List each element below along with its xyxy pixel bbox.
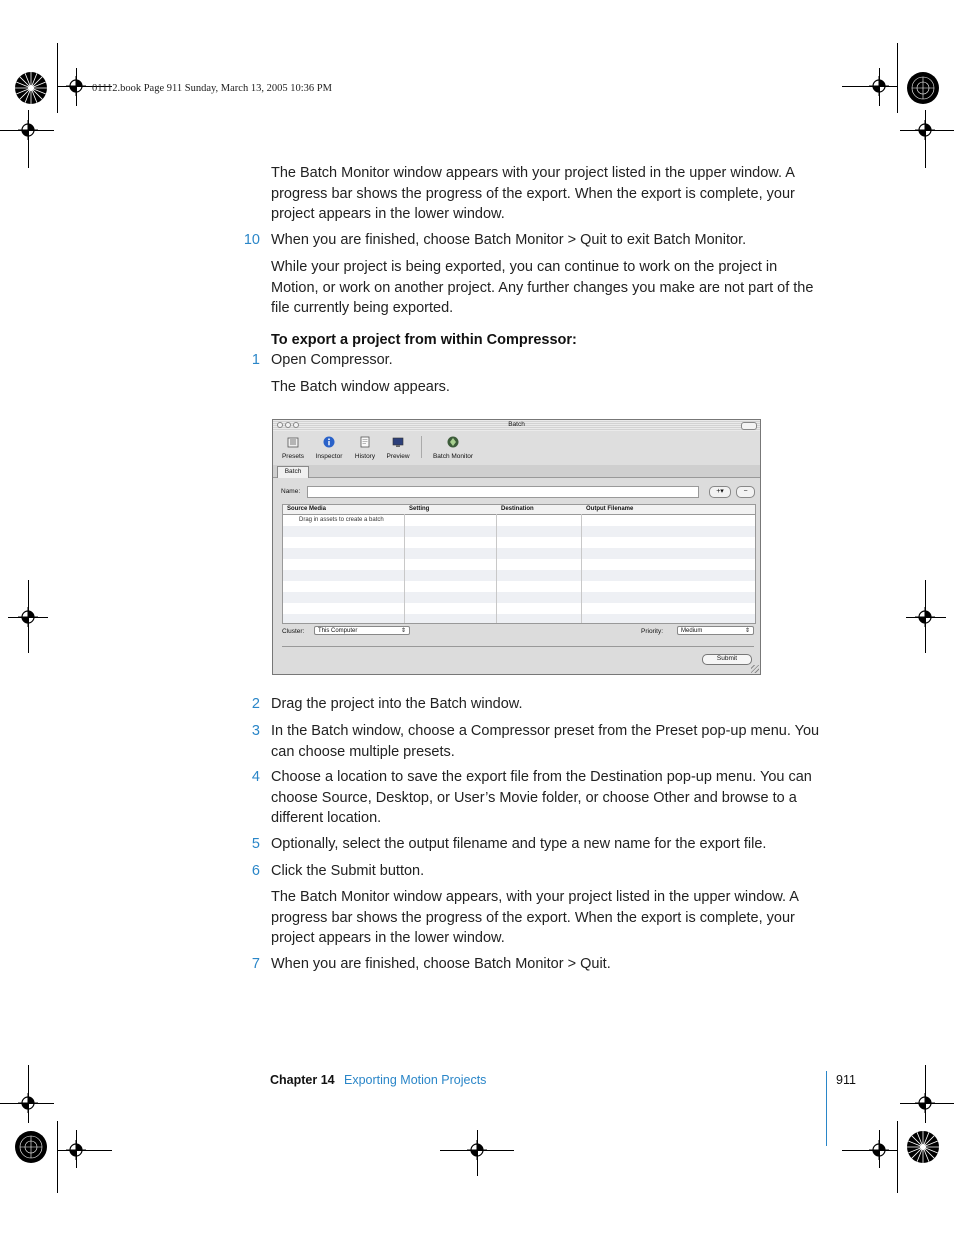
registration-mark-icon — [869, 1140, 889, 1160]
star-target-icon — [14, 71, 48, 105]
batch-table[interactable] — [282, 504, 756, 624]
toolbar — [273, 431, 760, 466]
table-row — [283, 526, 755, 537]
history-icon — [359, 436, 371, 448]
step-text: Optionally, select the output filename and type a new name for the export file. — [271, 836, 767, 852]
priority-label: Priority: — [641, 628, 664, 635]
table-header — [283, 505, 755, 515]
step-text: Click the Submit button. — [271, 863, 425, 879]
name-input[interactable] — [307, 486, 699, 498]
toolbar-batch-monitor-button[interactable]: Batch Monitor — [427, 436, 479, 460]
registration-mark-icon — [66, 1140, 86, 1160]
page-number: 911 — [836, 1073, 856, 1087]
toolbar-presets-button[interactable]: Presets — [280, 436, 306, 460]
footer-chapter-title: Exporting Motion Projects — [344, 1073, 487, 1087]
step-text: When you are finished, choose Batch Monitor > Quit. — [271, 956, 611, 972]
registration-mark-icon — [18, 607, 38, 627]
print-header: 01112.book Page 911 Sunday, March 13, 2005 10:36 PM — [92, 83, 332, 94]
step-result: The Batch window appears. — [271, 379, 450, 395]
step-number: 10 — [243, 232, 260, 248]
preview-icon — [392, 436, 404, 448]
batch-window-screenshot — [272, 419, 761, 675]
divider — [282, 646, 754, 647]
toolbar-toggle-icon[interactable] — [741, 422, 757, 430]
column-divider — [404, 514, 405, 623]
column-header[interactable]: Destination — [501, 506, 534, 512]
step-number: 7 — [251, 956, 260, 972]
paragraph-continue-working: While your project is being exported, you can continue to work on the project in Motion, or work on another project. Any further changes you make are not part of the file currently being exported. — [271, 259, 814, 316]
popup-arrows-icon: ⇕ — [400, 628, 406, 634]
window-title: Batch — [508, 421, 525, 428]
column-header[interactable]: Source Media — [287, 506, 327, 512]
registration-mark-icon — [18, 120, 38, 140]
step-text: When you are finished, choose Batch Monitor > Quit to exit Batch Monitor. — [271, 232, 747, 248]
step-number: 4 — [251, 769, 260, 785]
add-preset-button[interactable]: +▾ — [709, 486, 731, 498]
paragraph-batch-monitor-appears: The Batch Monitor window appears with your project listed in the upper window. A progress bar shows the progress of the export. When the export is complete, your project appears in the lower window. — [271, 165, 795, 222]
info-icon — [323, 436, 335, 448]
registration-mark-icon — [467, 1140, 487, 1160]
remove-preset-button[interactable]: − — [736, 486, 755, 498]
step-text: Drag the project into the Batch window. — [271, 696, 523, 712]
column-divider — [496, 514, 497, 623]
step-number: 2 — [251, 696, 260, 712]
footer-divider — [826, 1071, 827, 1146]
toolbar-separator — [421, 436, 422, 458]
registration-mark-icon — [18, 1093, 38, 1113]
cluster-popup[interactable]: This Computer ⇕ — [314, 626, 410, 635]
registration-mark-icon — [915, 607, 935, 627]
footer-chapter: Chapter 14 — [270, 1073, 335, 1087]
registration-mark-icon — [915, 1093, 935, 1113]
priority-popup[interactable]: Medium ⇕ — [677, 626, 754, 635]
toolbar-inspector-button[interactable]: Inspector — [311, 436, 347, 460]
batch-monitor-icon — [447, 436, 459, 448]
step-number: 3 — [251, 723, 260, 739]
column-divider — [581, 514, 582, 623]
name-label: Name: — [281, 488, 301, 495]
table-row — [283, 592, 755, 603]
step-number: 1 — [251, 352, 260, 368]
registration-mark-icon — [869, 76, 889, 96]
tab-bar — [273, 465, 760, 478]
tab-batch[interactable]: Batch — [277, 466, 309, 478]
procedure-heading: To export a project from within Compressor: — [271, 332, 577, 348]
cluster-label: Cluster: — [282, 628, 305, 635]
toolbar-preview-button[interactable]: Preview — [383, 436, 413, 460]
step-text: In the Batch window, choose a Compressor preset from the Preset pop-up menu. You can choose multiple presets. — [271, 723, 820, 760]
step-number: 5 — [251, 836, 260, 852]
star-target-icon — [906, 71, 940, 105]
step-result: The Batch Monitor window appears, with your project listed in the upper window. A progress bar shows the progress of the export. When the export is complete, your project appears in the lower window. — [271, 889, 799, 946]
step-text: Open Compressor. — [271, 352, 393, 368]
star-target-icon — [14, 1130, 48, 1164]
popup-arrows-icon: ⇕ — [744, 628, 750, 634]
column-header[interactable]: Setting — [409, 506, 430, 512]
registration-mark-icon — [66, 76, 86, 96]
column-header[interactable]: Output Filename — [586, 506, 634, 512]
table-row — [283, 548, 755, 559]
resize-grip-icon[interactable] — [751, 665, 759, 673]
step-text: Choose a location to save the export file from the Destination pop-up menu. You can choose Source, Desktop, or User’s Movie folder, or choose Other and browse to a different location. — [271, 769, 812, 826]
submit-button[interactable]: Submit — [702, 654, 752, 665]
drop-hint: Drag in assets to create a batch — [299, 517, 384, 523]
registration-mark-icon — [915, 120, 935, 140]
step-number: 6 — [251, 863, 260, 879]
table-row — [283, 570, 755, 581]
toolbar-history-button[interactable]: History — [351, 436, 379, 460]
star-target-icon — [906, 1130, 940, 1164]
presets-icon — [287, 436, 299, 448]
table-row — [283, 614, 755, 624]
